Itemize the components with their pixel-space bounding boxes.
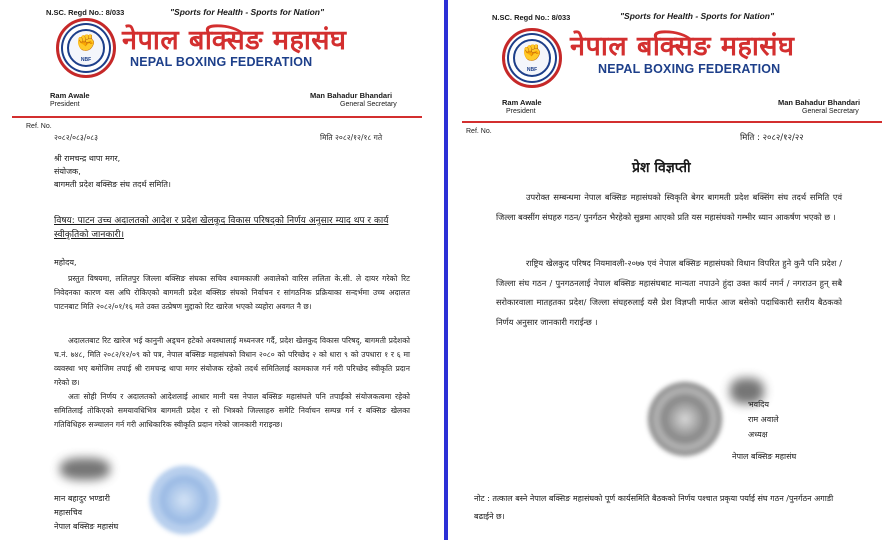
paragraph-1: उपरोक्त सम्बन्धमा नेपाल बक्सिङ महासंघको स्विकृति बेगर बागमती प्रदेश बक्सिंग संघ तदर्थ समिति एवं जिल्ला बक्सींग संघहरु गठन/ पुनर्गठन भैरहेको सुन्नमा आएको प्रति यस महासंघको गम्भीर ध्यान आकर्षण भएको छ । [496, 192, 842, 222]
registration-number: N.SC. Regd No.: 8/033 [492, 13, 571, 22]
recipient-line-2: संयोजक, [54, 167, 81, 176]
boxing-gloves-icon: ✊ [522, 43, 542, 62]
signatory-name: मान बहादुर भण्डारी [54, 494, 110, 503]
signatory-org: नेपाल बक्सिङ महासंघ [732, 452, 797, 461]
press-release-title: प्रेश विज्ञप्ती [632, 160, 691, 176]
blurred-signature [60, 458, 110, 480]
paragraph-2: राष्ट्रिय खेलकुद परिषद नियमावली-२०७७ एवं नेपाल बक्सिङ महासंघको विधान विपरित हुने कुनै पनि प्रदेश / जिल्ला संघ गठन / पुनगठनलाई नेपाल बक्सिङ महासंघबाट मान्यता नपाउने हुंदा उक्त कार्य नगर्न / नगराउन हुन् सबै सरोकारवाला मातहतका प्रदेश/ जिल्ला संघहरुलाई यसै प्रेश विज्ञप्ती मार्फत आज बसेको पदाधिकारी स्तरीय बैठकको निर्णय अनुसार जानकारी गराईन्छ । [496, 258, 842, 327]
secretary-role: General Secretary [340, 101, 397, 108]
signatory-org: नेपाल बक्सिङ महासंघ [54, 522, 119, 531]
footnote: नोट : तत्काल बस्ने नेपाल बक्सिङ महासंघको पूर्ण कार्यसमिति बैठकको निर्णय पश्चात प्रकृया पर्याई संघ गठन /पुनर्गठन अगाडी बढाईने छ। [474, 494, 834, 521]
ref-number: २०८२/०८३/०८३ [54, 133, 99, 142]
header-divider [12, 116, 422, 118]
registration-number: N.SC. Regd No.: 8/033 [46, 8, 125, 17]
federation-logo [56, 18, 116, 78]
paragraph-2: अदालतबाट रिट खारेज भई कानुनी अड्चन हटेको अवस्थालाई मध्यनजर गर्दै, प्रदेश खेलकुद विकास परिषद्, बागमती प्रदेशको च.नं. ७४८, मिति २०८२/१२/०९ को पत्र, नेपाल बक्सिङ महासंघको विधान २०८० को परिच्छेद २ को धारा ९ को उपधारा १ र ६ मा व्यवस्था भए बमोजिम तपाई श्री रामचन्द्र थापा मगर संयोजक रहेको तदर्थ समितिलाई कामकाज गर्न गरी परिच्छेद स्वीकृति प्रदान गरेको छ। [54, 336, 410, 387]
secretary-name: Man Bahadur Bhandari [778, 98, 861, 107]
boxing-gloves-icon: ✊ [76, 33, 96, 52]
recipient-line-1: श्री रामचन्द्र थापा मगर, [54, 154, 121, 163]
secretary-name: Man Bahadur Bhandari [310, 91, 393, 100]
ref-label: Ref. No. [466, 128, 492, 135]
page-divider [440, 0, 452, 540]
release-date: मिति : २०८२/१२/२२ [740, 133, 804, 143]
org-name-nepali: नेपाल बक्सिङ महासंघ [122, 25, 347, 56]
logo-text: NBF [526, 67, 538, 73]
closing-word: भवदिय [748, 400, 770, 409]
paragraph-3: अतः सोही निर्णय र अदालतको आदेशलाई आधार मानी यस नेपाल बक्सिङ महासंघले पनि तपाईंको संयोजकत्वमा रहेको समितिलाई तोकिएको समयावधिभित्र बागमती प्रदेश र सो भित्रको जिल्लाहरु समेटि निर्वाचन सम्पन्न गर्न र बक्सिङ खेलका गतिविधिहरु सञ्चालन गर्न गरी आधिकारिक स्वीकृति प्रदान गरेको जानकारी गराइन्छ। [54, 392, 410, 429]
paragraph-1: प्रस्तुत विषयमा, ललितपुर जिल्ला बक्सिङ संघका सचिव श्यामकाजी अवालेको वारिस ललिता के.सी. ले दायर गरेको रिट निवेदनका कारण यस अघि रोकिएको बागमती प्रदेश बक्सिङ संघको निर्वाचन र सांगठनिक प्रक्रियाका सन्दर्भमा उच्च अदालत पाटनबाट मिति २०८२/०१/१६ मते उक्त उत्प्रेषण मुद्दाको रिट खारेज भएको व्यहोरा अवगत नै छ। [54, 274, 410, 311]
recipient-line-3: बागमती प्रदेश बक्सिङ संघ तदर्थ समिति। [54, 180, 171, 189]
president-role: President [50, 101, 80, 108]
signatory-name: राम अवाले [748, 415, 779, 424]
letter-date: मिति २०८२/१२/१८ गते [320, 133, 383, 142]
slogan: "Sports for Health - Sports for Nation" [620, 11, 774, 21]
signatory-role: महासचिव [54, 508, 83, 517]
president-role: President [506, 108, 536, 115]
ref-label: Ref. No. [26, 123, 52, 130]
secretary-role: General Secretary [802, 108, 859, 115]
salutation: महोदय, [54, 258, 77, 267]
org-name-english: NEPAL BOXING FEDERATION [598, 62, 781, 76]
blurred-seal [648, 382, 722, 456]
org-name-nepali: नेपाल बक्सिङ महासंघ [570, 31, 795, 62]
federation-logo [502, 28, 562, 88]
president-name: Ram Awale [50, 91, 90, 100]
slogan: "Sports for Health - Sports for Nation" [170, 7, 324, 17]
president-name: Ram Awale [502, 98, 542, 107]
blurred-seal [150, 466, 218, 534]
letter-subject: विषय: पाटन उच्च अदालतको आदेश र प्रदेश खेलकुद विकास परिषद्को निर्णय अनुसार म्याद थप र कार्य स्वीकृतिको जानकारी। [54, 216, 389, 240]
right-press-release-page [452, 0, 890, 540]
left-letter-page [0, 0, 440, 540]
org-name-english: NEPAL BOXING FEDERATION [130, 55, 313, 69]
header-divider [462, 121, 882, 123]
logo-text: NBF [80, 57, 92, 63]
signatory-role: अध्यक्ष [748, 430, 768, 439]
